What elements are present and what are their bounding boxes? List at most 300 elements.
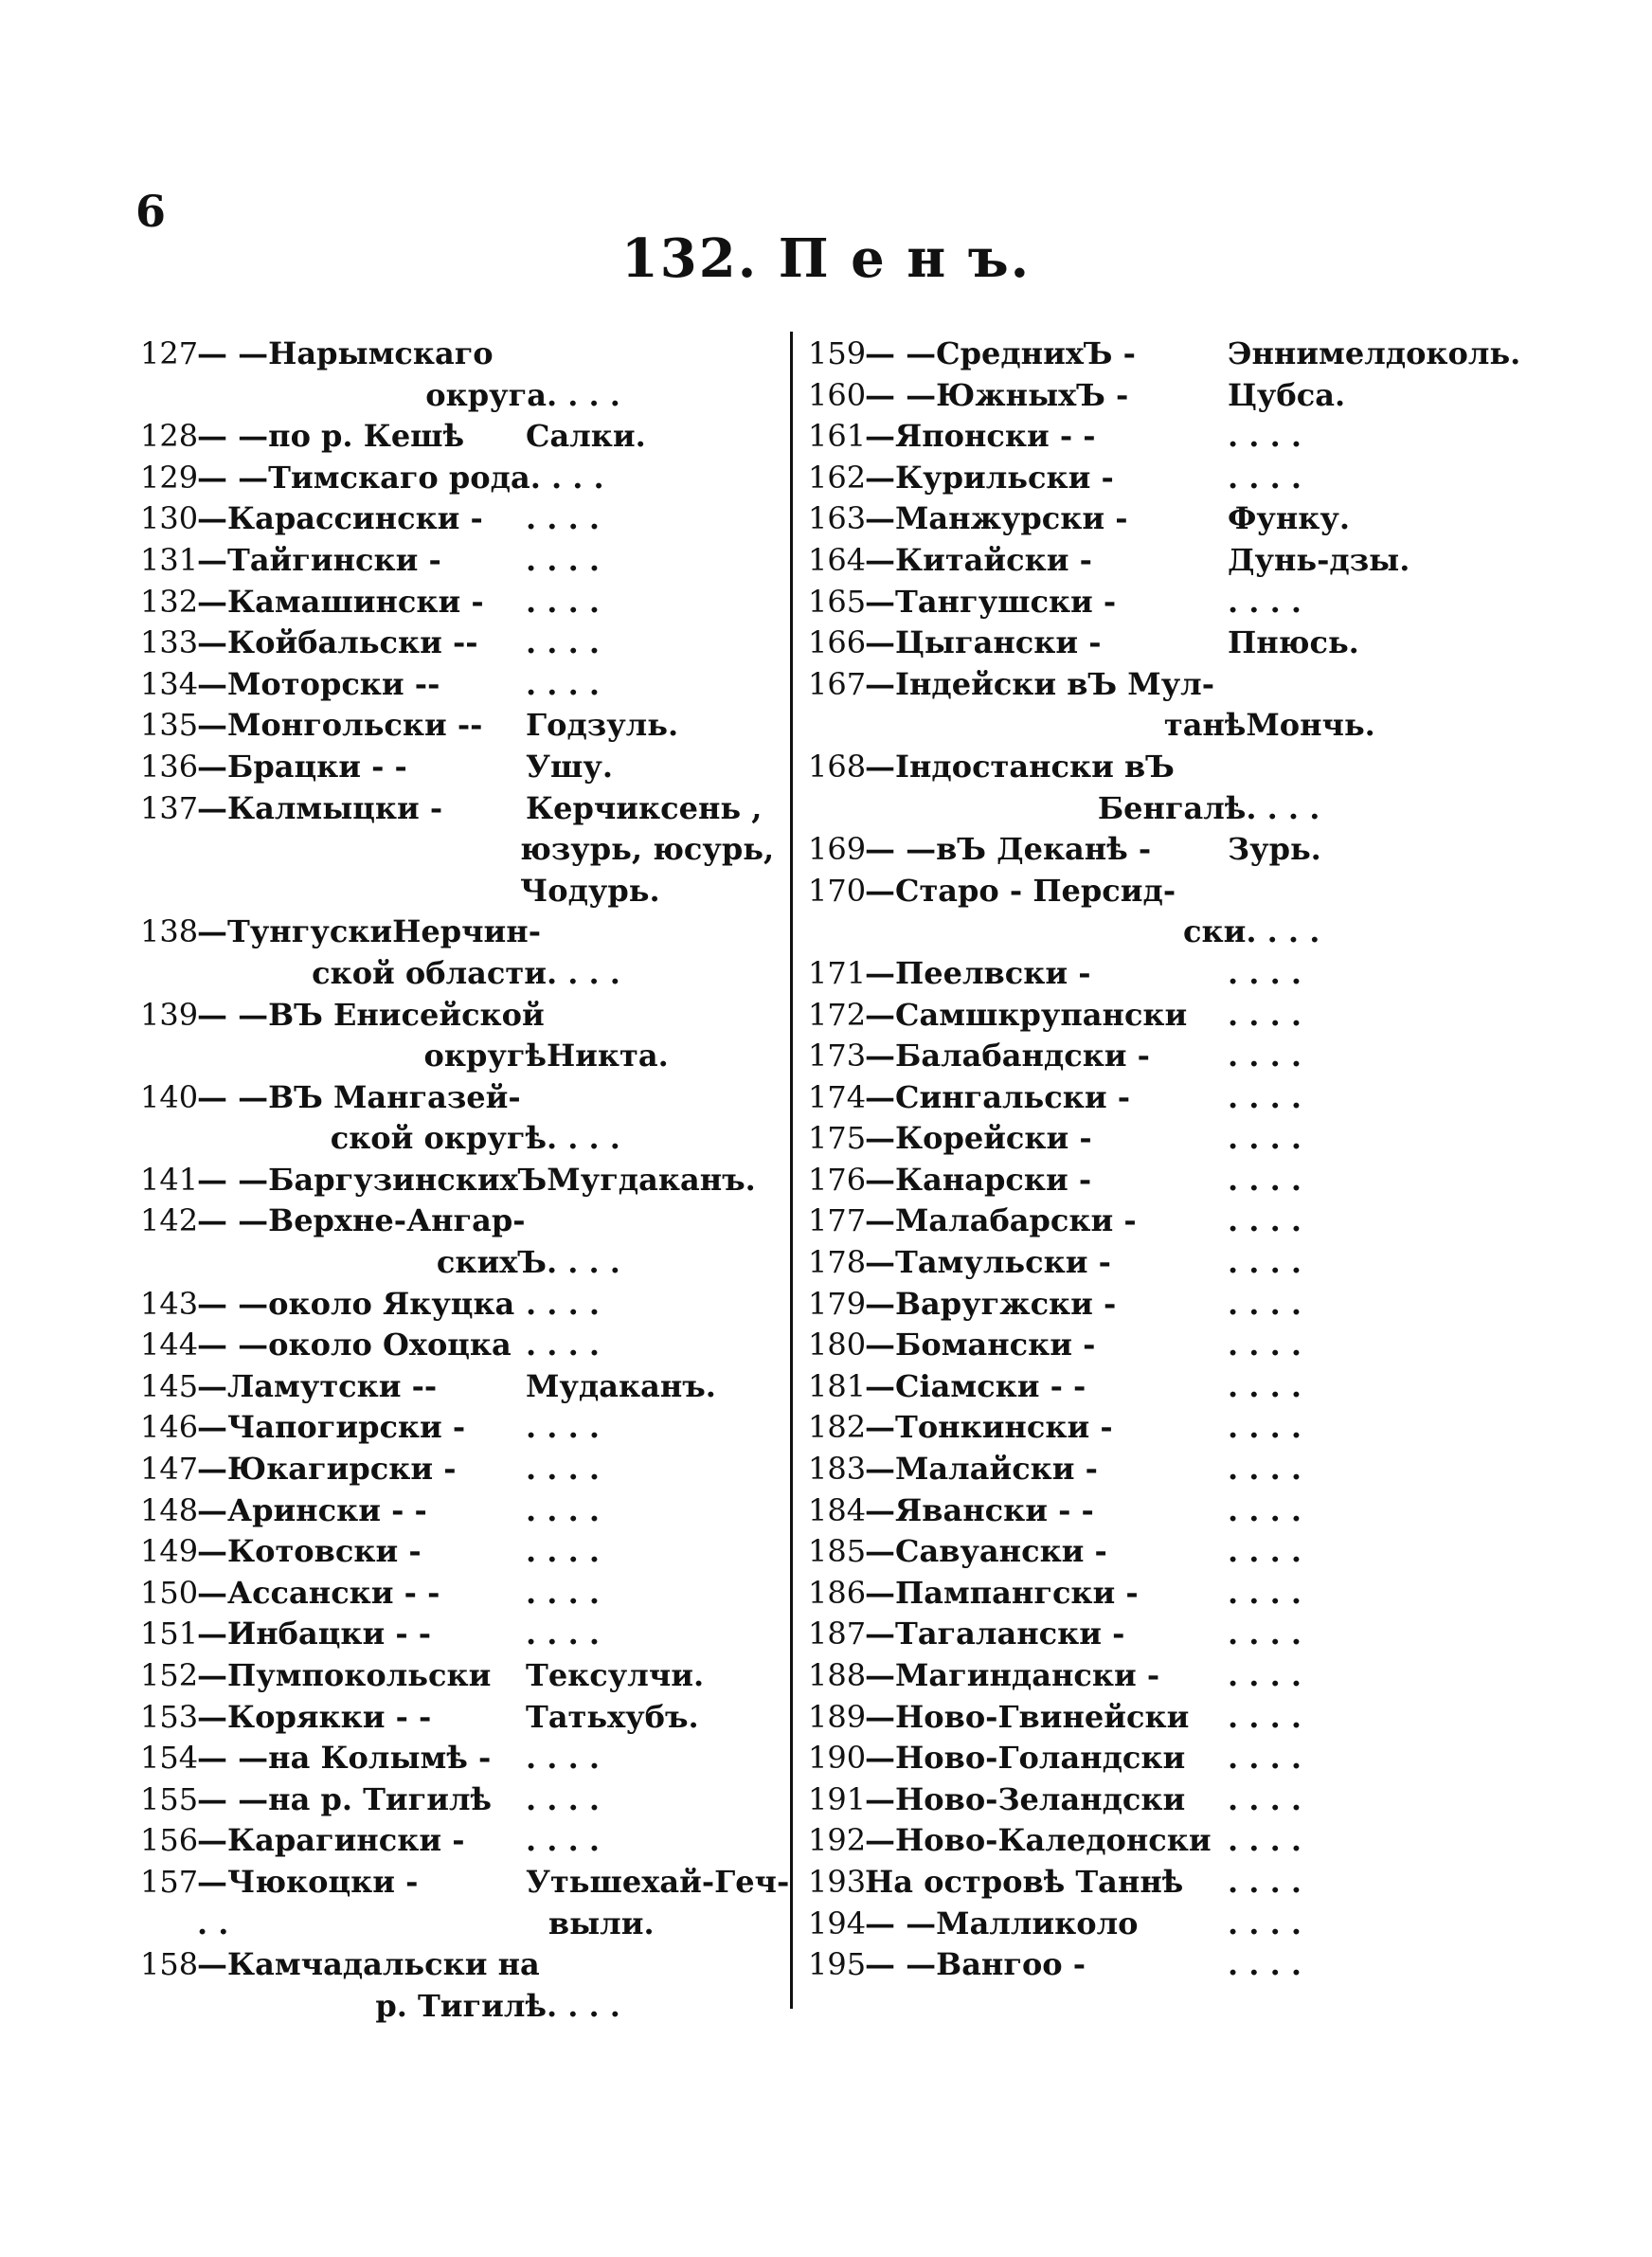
entry-number: 147 <box>140 1451 199 1488</box>
list-entry <box>140 1820 794 1862</box>
entry-number: 164 <box>808 541 867 578</box>
language-name: —Калмыцки - <box>197 789 443 826</box>
entry-main-line <box>140 1490 794 1532</box>
entry-continuation-line <box>140 1904 794 1945</box>
language-name: —Балабандски - <box>865 1038 1150 1074</box>
entry-main-line <box>808 1904 1471 1945</box>
list-entry <box>808 1944 1471 1986</box>
entry-main-line <box>808 1242 1471 1284</box>
right-column <box>808 334 1521 1986</box>
list-entry <box>808 1118 1471 1160</box>
list-entry <box>140 1284 794 1326</box>
list-entry <box>808 1862 1471 1904</box>
language-name: — —БаргузинскихЪ <box>197 1161 548 1198</box>
language-name: —Тагалански - <box>865 1616 1125 1652</box>
list-entry <box>140 788 794 912</box>
entry-number: 182 <box>808 1409 867 1446</box>
list-entry <box>140 1655 794 1697</box>
entry-number: 171 <box>808 954 867 991</box>
entry-number: 162 <box>808 459 867 496</box>
entry-number: 183 <box>808 1451 867 1488</box>
list-entry <box>808 1036 1471 1077</box>
entry-number: 143 <box>140 1285 199 1322</box>
entry-number: 138 <box>140 913 199 950</box>
word-for-fire: . . . . <box>1228 1409 1302 1446</box>
language-name: —Магиндански - <box>865 1657 1160 1693</box>
word-for-fire: Салки. <box>526 418 646 455</box>
word-for-fire: Дунь-дзы. <box>1228 541 1410 578</box>
entry-main-line <box>808 1614 1471 1655</box>
list-entry <box>808 540 1471 582</box>
word-for-fire: Годзуль. <box>526 707 679 744</box>
entry-main-line <box>140 1738 794 1779</box>
entry-continuation-line <box>140 1118 794 1160</box>
list-entry <box>808 871 1471 953</box>
entry-number: 137 <box>140 789 199 826</box>
entry-number: 127 <box>140 335 199 371</box>
entry-main-line <box>808 334 1521 375</box>
language-name: — —около Охоцка <box>197 1327 512 1363</box>
entry-number: 174 <box>808 1078 867 1115</box>
entry-main-line <box>808 416 1471 458</box>
entry-number: 175 <box>808 1120 867 1157</box>
word-for-fire: . . . . <box>530 459 604 496</box>
entry-main-line <box>808 1366 1471 1408</box>
word-for-fire: . . . . <box>1228 583 1302 620</box>
word-for-fire: . . . . <box>526 1327 600 1363</box>
language-name-continuation: р. Тигилѣ <box>375 1987 547 2024</box>
language-name: —Малабарски - <box>865 1202 1137 1239</box>
entry-number: 163 <box>808 500 867 537</box>
list-entry <box>140 1738 794 1779</box>
entry-main-line <box>140 1325 794 1366</box>
page-title: 132. П е н ъ. <box>620 227 1032 290</box>
page-number: 6 <box>135 186 167 237</box>
language-name: —Чапогирски - <box>197 1409 466 1446</box>
word-for-fire: . . . . <box>526 1740 600 1777</box>
language-name: — —ВЪ Мангазей- <box>197 1078 521 1115</box>
language-name: —Сіамски - - <box>865 1367 1086 1404</box>
list-entry <box>808 953 1471 995</box>
word-for-fire: Татьхубъ. <box>526 1698 699 1735</box>
list-entry <box>808 1449 1471 1490</box>
list-entry <box>808 1655 1471 1697</box>
list-entry <box>808 1160 1471 1201</box>
word-for-fire: . . . . <box>1228 1367 1302 1404</box>
entry-continuation-line <box>140 1242 794 1284</box>
list-entry <box>140 1077 794 1160</box>
language-name: —Тамульски - <box>865 1244 1111 1281</box>
word-for-fire: . . . . <box>526 541 600 578</box>
entry-main-line <box>140 995 794 1037</box>
language-name-continuation: ской округѣ <box>330 1120 547 1157</box>
entry-number: 141 <box>140 1161 199 1198</box>
language-name: —ТунгускиНерчин- <box>197 913 541 950</box>
entry-number: 170 <box>808 872 867 909</box>
word-for-fire: . . . . <box>1228 1244 1302 1281</box>
language-name: —Манжурски - <box>865 500 1128 537</box>
language-name-continuation: Бенгалѣ <box>1097 789 1247 826</box>
language-name: —Инбацки - - <box>197 1616 432 1652</box>
language-name: —Моторски -- <box>197 665 440 702</box>
word-for-fire-variant: юзурь, юсурь, <box>520 831 775 868</box>
entry-main-line <box>808 540 1471 582</box>
word-for-fire: . . . . <box>1228 1491 1302 1528</box>
entry-number: 186 <box>808 1574 867 1611</box>
word-for-fire: . . . . <box>1228 1533 1302 1570</box>
entry-main-line <box>808 1531 1471 1573</box>
list-entry <box>808 1904 1471 1945</box>
list-entry <box>140 582 794 623</box>
list-entry <box>140 1160 794 1201</box>
entry-main-line <box>808 871 1471 912</box>
entry-number: 188 <box>808 1657 867 1693</box>
entry-main-line <box>140 1531 794 1573</box>
list-entry <box>808 1366 1471 1408</box>
language-name: —Корейски - <box>865 1120 1092 1157</box>
language-name: —Койбальски -- <box>197 624 478 661</box>
language-name: —Явански - - <box>865 1491 1094 1528</box>
entry-number: 149 <box>140 1533 199 1570</box>
entry-main-line <box>140 788 794 830</box>
language-name-continuation: ской области <box>312 954 547 991</box>
entry-main-line <box>808 1077 1471 1119</box>
language-name: —Карагински - <box>197 1822 465 1859</box>
word-for-fire: . . . . <box>526 1491 600 1528</box>
language-name: —Арински - - <box>197 1491 427 1528</box>
word-for-fire: . . . . <box>1228 1202 1302 1239</box>
language-name-continuation: танѣ <box>1163 707 1247 744</box>
list-entry <box>140 1573 794 1615</box>
list-entry <box>808 995 1471 1037</box>
list-entry <box>140 498 794 540</box>
word-for-fire: . . . . <box>526 500 600 537</box>
entry-main-line <box>140 1944 794 1986</box>
list-entry <box>140 1490 794 1532</box>
word-for-fire: . . . . <box>1228 1161 1302 1198</box>
word-for-fire: . . . . <box>1228 1946 1302 1983</box>
word-for-fire: . . . . <box>1228 1616 1302 1652</box>
entry-main-line <box>140 1779 794 1821</box>
left-column <box>140 334 794 2027</box>
entry-number: 159 <box>808 335 867 371</box>
entry-main-line <box>808 995 1471 1037</box>
word-for-fire: . . . . <box>546 1987 620 2024</box>
list-entry <box>808 1201 1471 1242</box>
list-entry <box>140 1407 794 1449</box>
language-name: —Ново-Голандски <box>865 1740 1186 1777</box>
language-name: — —по р. Кешѣ <box>197 418 465 455</box>
language-name: —Тангушски - <box>865 583 1117 620</box>
language-name: — —Малликоло <box>865 1905 1139 1941</box>
entry-number: 142 <box>140 1202 199 1239</box>
entry-number: 145 <box>140 1367 199 1404</box>
list-entry <box>140 912 794 994</box>
language-name: —Ново-Каледонски <box>865 1822 1212 1859</box>
word-for-fire: . . . . <box>1228 1038 1302 1074</box>
word-for-fire: . . . . <box>526 1409 600 1446</box>
word-for-fire: . . . . <box>1228 1285 1302 1322</box>
list-entry <box>140 1325 794 1366</box>
entry-number: 168 <box>808 748 867 785</box>
word-for-fire: Пнюсь. <box>1228 624 1359 661</box>
entry-number: 180 <box>808 1327 867 1363</box>
language-name-continuation: округа <box>425 376 547 413</box>
language-name: —Брацки - - <box>197 748 407 785</box>
language-name: —Китайски - <box>865 541 1092 578</box>
word-for-fire: . . . . <box>546 1120 620 1157</box>
entry-main-line <box>808 375 1471 417</box>
entry-main-line <box>808 664 1471 706</box>
word-for-fire: . . . . <box>526 1780 600 1817</box>
entry-main-line <box>140 1820 794 1862</box>
word-for-fire-continuation: выли. <box>548 1905 655 1941</box>
entry-main-line <box>808 1201 1471 1242</box>
continuation-marks: . . <box>197 1905 229 1941</box>
entry-main-line <box>140 1614 794 1655</box>
entry-number: 132 <box>140 583 199 620</box>
entry-main-line <box>808 747 1471 788</box>
entry-number: 191 <box>808 1780 867 1817</box>
language-name: — —СреднихЪ - <box>865 335 1136 371</box>
language-name: —Цыгански - <box>865 624 1102 661</box>
list-entry <box>808 416 1471 458</box>
word-for-fire: Утьшехай-Геч- <box>526 1863 790 1900</box>
entry-main-line <box>140 498 794 540</box>
entry-main-line <box>140 1366 794 1408</box>
language-name: —Японски - - <box>865 418 1096 455</box>
entry-main-line <box>808 582 1471 623</box>
entry-number: 173 <box>808 1038 867 1074</box>
word-for-fire: Функу. <box>1228 500 1350 537</box>
entry-main-line <box>808 1655 1471 1697</box>
word-for-fire: . . . . <box>1228 996 1302 1033</box>
entry-number: 139 <box>140 996 199 1033</box>
language-name-continuation: округѣ <box>423 1038 547 1074</box>
language-name: —Пампангски - <box>865 1574 1139 1611</box>
entry-number: 130 <box>140 500 199 537</box>
word-for-fire: Цубса. <box>1228 376 1346 413</box>
entry-number: 135 <box>140 707 199 744</box>
entry-number: 160 <box>808 376 867 413</box>
entry-number: 165 <box>808 583 867 620</box>
language-name: —Тайгински - <box>197 541 441 578</box>
list-entry <box>808 623 1471 664</box>
entry-continuation-line <box>808 912 1471 953</box>
entry-main-line <box>808 1284 1471 1326</box>
entry-number: 172 <box>808 996 867 1033</box>
word-for-fire: . . . . <box>526 624 600 661</box>
word-for-fire: Никта. <box>546 1038 669 1074</box>
list-entry <box>808 1407 1471 1449</box>
entry-continuation-line <box>808 705 1471 747</box>
entry-number: 187 <box>808 1616 867 1652</box>
word-for-fire: Мончь. <box>1246 707 1375 744</box>
entry-main-line <box>140 623 794 664</box>
list-entry <box>140 1614 794 1655</box>
entry-number: 161 <box>808 418 867 455</box>
language-name: — —Верхне-Ангар- <box>197 1202 526 1239</box>
entry-number: 150 <box>140 1574 199 1611</box>
word-for-fire: . . . . <box>1228 1780 1302 1817</box>
language-name: — —вЪ Деканѣ - <box>865 831 1152 868</box>
entry-main-line <box>140 1862 794 1904</box>
entry-number: 178 <box>808 1244 867 1281</box>
entry-main-line <box>808 498 1471 540</box>
entry-number: 154 <box>140 1740 199 1777</box>
entry-main-line <box>140 1573 794 1615</box>
word-for-fire: . . . . <box>1228 1574 1302 1611</box>
word-for-fire: . . . . <box>1228 1822 1302 1859</box>
entry-main-line <box>808 1779 1471 1821</box>
word-for-fire: . . . . <box>1228 1905 1302 1941</box>
entry-number: 176 <box>808 1161 867 1198</box>
word-for-fire: . . . . <box>1228 1327 1302 1363</box>
word-for-fire: . . . . <box>1228 1863 1302 1900</box>
entry-number: 133 <box>140 624 199 661</box>
word-for-fire: . . . . <box>1228 1740 1302 1777</box>
entry-main-line <box>140 1201 794 1242</box>
word-for-fire: . . . . <box>1228 1078 1302 1115</box>
list-entry <box>140 664 794 706</box>
entry-number: 131 <box>140 541 199 578</box>
language-name: —Пеелвски - <box>865 954 1091 991</box>
word-for-fire: . . . . <box>1228 418 1302 455</box>
language-name: — —ЮжныхЪ - <box>865 376 1129 413</box>
list-entry <box>140 1697 794 1739</box>
word-for-fire-variant: Чодурь. <box>520 872 660 909</box>
language-name: —Малайски - <box>865 1451 1098 1488</box>
entry-number: 148 <box>140 1491 199 1528</box>
entry-number: 189 <box>808 1698 867 1735</box>
language-name: — —Нарымскаго <box>197 335 494 371</box>
list-entry <box>808 1077 1471 1119</box>
list-entry <box>140 1944 794 2027</box>
language-name: —Камчадальски на <box>197 1946 540 1983</box>
entry-main-line <box>808 1820 1471 1862</box>
list-entry <box>140 995 794 1077</box>
word-for-fire: . . . . <box>546 376 620 413</box>
language-name: —Чюкоцки - <box>197 1863 419 1900</box>
list-entry <box>140 1201 794 1283</box>
language-name: —Ново-Зеландски <box>865 1780 1186 1817</box>
entry-continuation-line <box>808 788 1471 830</box>
list-entry <box>808 1697 1471 1739</box>
language-name-continuation: скихЪ <box>436 1244 547 1281</box>
word-for-fire: Эннимелдоколь. <box>1228 335 1521 371</box>
word-for-fire: . . . . <box>526 1533 600 1570</box>
entry-number: 179 <box>808 1285 867 1322</box>
entry-main-line <box>808 1036 1471 1077</box>
language-name: — —на Колымѣ - <box>197 1740 492 1777</box>
word-for-fire: Тексулчи. <box>526 1657 705 1693</box>
entry-number: 136 <box>140 748 199 785</box>
entry-number: 140 <box>140 1078 199 1115</box>
word-for-fire: Зурь. <box>1228 831 1321 868</box>
entry-number: 134 <box>140 665 199 702</box>
language-name: —Курильски - <box>865 459 1114 496</box>
language-name: —Самшкрупански <box>865 996 1188 1033</box>
list-entry <box>140 1779 794 1821</box>
entry-main-line <box>808 1118 1471 1160</box>
word-for-fire: . . . . <box>1228 1451 1302 1488</box>
word-for-fire: . . . . <box>526 1822 600 1859</box>
language-name: —Старо - Персид- <box>865 872 1176 909</box>
language-name: —Савуански - <box>865 1533 1107 1570</box>
entry-main-line <box>140 334 794 375</box>
entry-number: 185 <box>808 1533 867 1570</box>
entry-main-line <box>140 1077 794 1119</box>
entry-number: 158 <box>140 1946 199 1983</box>
list-entry <box>808 1738 1471 1779</box>
entry-main-line <box>808 953 1471 995</box>
language-name: —Варугжски - <box>865 1285 1117 1322</box>
entry-main-line <box>140 1407 794 1449</box>
language-name: —Пумпокольски <box>197 1657 492 1693</box>
word-for-fire: . . . . <box>1228 954 1302 991</box>
entry-main-line <box>808 1449 1471 1490</box>
list-entry <box>808 1531 1471 1573</box>
language-name: —Камашински - <box>197 583 484 620</box>
list-entry <box>808 1325 1471 1366</box>
entry-number: 195 <box>808 1946 867 1983</box>
entry-main-line <box>140 540 794 582</box>
entry-main-line <box>808 1944 1471 1986</box>
word-for-fire: . . . . <box>526 583 600 620</box>
list-entry <box>808 1614 1471 1655</box>
list-entry <box>808 458 1471 499</box>
entry-number: 193 <box>808 1863 867 1900</box>
entry-continuation-line <box>140 1986 794 2028</box>
language-name: — —ВЪ Енисейской <box>197 996 545 1033</box>
language-name: — —Вангоо - <box>865 1946 1086 1983</box>
word-for-fire: . . . . <box>546 954 620 991</box>
list-entry <box>808 1779 1471 1821</box>
language-name: —Сингальски - <box>865 1078 1130 1115</box>
entry-main-line <box>808 1862 1471 1904</box>
entry-main-line <box>808 1697 1471 1739</box>
entry-main-line <box>140 1449 794 1490</box>
entry-main-line <box>140 1697 794 1739</box>
entry-number: 192 <box>808 1822 867 1859</box>
list-entry <box>808 1284 1471 1326</box>
entry-continuation-line <box>140 953 794 995</box>
list-entry <box>808 375 1471 417</box>
word-for-fire: . . . . <box>1228 459 1302 496</box>
entry-number: 157 <box>140 1863 199 1900</box>
word-for-fire: . . . . <box>1228 1657 1302 1693</box>
list-entry <box>140 1531 794 1573</box>
list-entry <box>808 1490 1471 1532</box>
entry-main-line <box>808 1325 1471 1366</box>
entry-number: 194 <box>808 1905 867 1941</box>
language-name: —Ассански - - <box>197 1574 440 1611</box>
entry-main-line <box>808 1573 1471 1615</box>
entry-continuation-line <box>140 1036 794 1077</box>
entry-main-line <box>808 829 1471 871</box>
column-divider <box>790 332 793 2009</box>
language-name: —Індейски вЪ Мул- <box>865 665 1215 702</box>
word-for-fire: Мугдаканъ. <box>547 1161 756 1198</box>
list-entry <box>140 1366 794 1408</box>
entry-main-line <box>808 623 1471 664</box>
list-entry <box>140 705 794 747</box>
list-entry <box>140 1862 794 1944</box>
list-entry <box>808 664 1471 747</box>
entry-main-line <box>808 458 1471 499</box>
word-for-fire: . . . . <box>526 1285 600 1322</box>
language-name: На островѣ Таннѣ <box>865 1863 1184 1900</box>
